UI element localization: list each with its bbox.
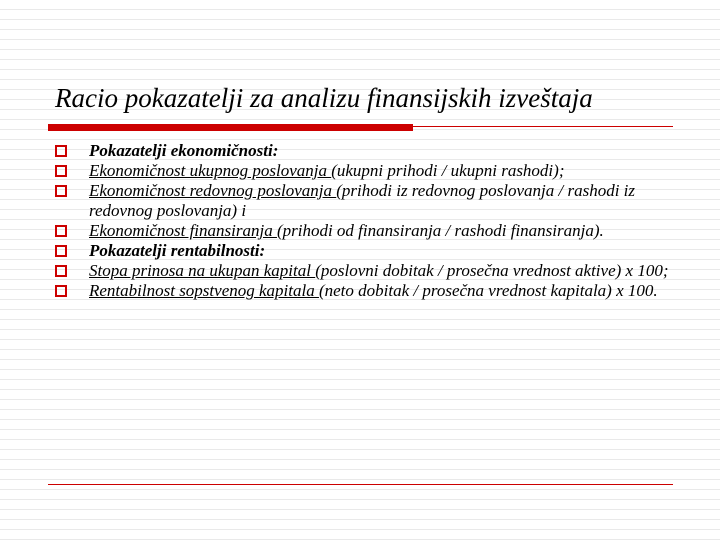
ratio-term: Stopa prinosa na ukupan kapital <box>89 261 316 280</box>
ratio-term: Ekonomičnost finansiranja <box>89 221 277 240</box>
ratio-term: Ekonomičnost ukupnog poslovanja <box>89 161 332 180</box>
square-bullet-icon <box>55 165 67 177</box>
bullet-item <box>55 261 685 281</box>
square-bullet-icon <box>55 145 67 157</box>
ratio-term: Rentabilnost sopstvenog kapitala <box>89 281 319 300</box>
bullet-list <box>55 141 685 301</box>
title-underline-thin <box>413 126 673 127</box>
ratio-formula: (prihodi od finansiranja / rashodi finansiranja). <box>276 221 604 240</box>
square-bullet-icon <box>55 185 67 197</box>
ratio-formula: (neto dobitak / prosečna vrednost kapitala) x 100. <box>318 281 658 300</box>
square-bullet-icon <box>55 265 67 277</box>
ratio-term: Ekonomičnost redovnog poslovanja <box>89 181 337 200</box>
ratio-formula: (poslovni dobitak / prosečna vrednost aktive) x 100; <box>315 261 669 280</box>
section-heading: Pokazatelji ekonomičnosti: <box>89 141 279 160</box>
footer-rule <box>48 484 673 485</box>
bullet-item <box>55 221 685 241</box>
bullet-item <box>55 181 685 221</box>
title-underline-thick <box>48 124 413 131</box>
slide-title: Racio pokazatelji za analizu finansijskih izveštaja <box>55 83 593 113</box>
bullet-item-heading-ekonomicnost <box>55 141 685 161</box>
square-bullet-icon <box>55 285 67 297</box>
ratio-formula: (prihodi iz redovnog poslovanja / rashodi iz redovnog poslovanja) i <box>89 181 636 220</box>
section-heading: Pokazatelji rentabilnosti: <box>89 241 266 260</box>
bullet-item-heading-rentabilnost <box>55 241 685 261</box>
bullet-item <box>55 281 685 301</box>
ratio-formula: (ukupni prihodi / ukupni rashodi); <box>331 161 565 180</box>
square-bullet-icon <box>55 245 67 257</box>
bullet-item <box>55 161 685 181</box>
square-bullet-icon <box>55 225 67 237</box>
